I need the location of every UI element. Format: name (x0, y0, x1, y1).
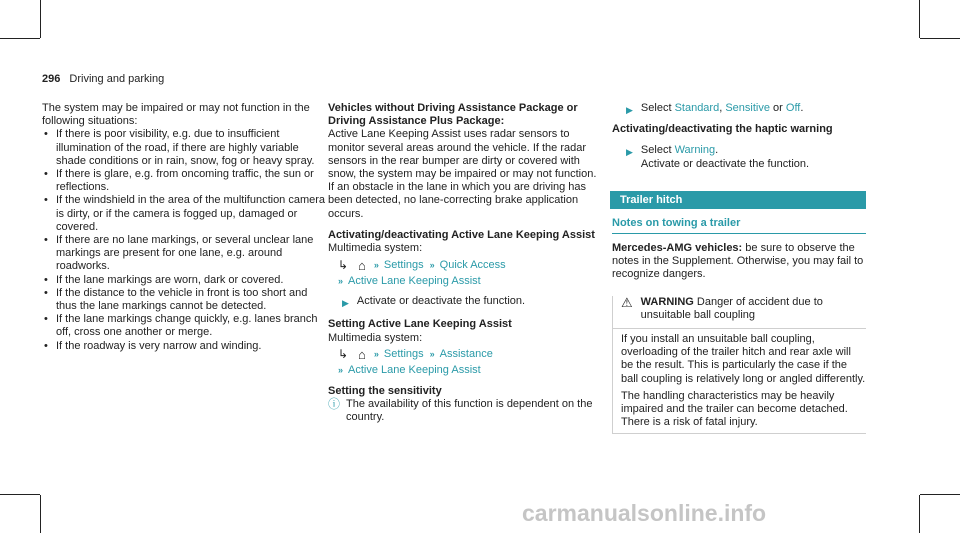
list-item: • If the roadway is very narrow and winding. (42, 340, 327, 353)
list-item: • If there is poor visibility, e.g. due to insufficient illumination of the road, if there are highly variable shade conditions or in rain, snow, fog or heavy spray. (42, 128, 327, 168)
vehicles-heading: Vehicles without Driving Assistance Package or Driving Assistance Plus Package: (328, 102, 578, 128)
bent-arrow-icon: ↳ (338, 347, 349, 362)
or-word: or (773, 102, 783, 114)
option-warning[interactable]: Warning (674, 144, 716, 157)
info-note (328, 398, 598, 424)
amg-note (612, 242, 866, 282)
select-word: Select (640, 102, 672, 114)
intro-text: The system may be impaired or may not function in the following situations: (42, 102, 310, 128)
menu-path (328, 347, 598, 379)
activate-heading: Activating/deactivating Active Lane Keeping Assist (328, 228, 595, 241)
option-off[interactable]: Off (785, 102, 801, 114)
menu-path (328, 257, 598, 289)
home-icon: ⌂ (358, 347, 366, 363)
warning-paragraph: The handling characteristics may be heavily impaired and the trailer can become detached. There is a risk of fatal injury. (621, 389, 848, 429)
chevron-right-icon: » (429, 259, 435, 270)
warning-label: WARNING (640, 295, 694, 308)
bent-arrow-icon: ↳ (338, 257, 349, 272)
instruction-step: ▶ Select Standard, Sensitive or Off. (626, 102, 866, 117)
crop-mark (919, 0, 920, 38)
chevron-right-icon: » (429, 349, 435, 360)
warning-header (621, 296, 866, 322)
option-standard[interactable]: Standard (674, 102, 720, 114)
warning-paragraph: If you install an unsuitable ball coupling, overloading of the trailer hitch and rear axle will be the result. This is particularly the case if the ball coupling is relatively long or angled differently. (621, 333, 866, 385)
list-item: • If there is glare, e.g. from oncoming traffic, the sun or reflections. (42, 168, 327, 194)
section-bar: Trailer hitch (610, 191, 866, 209)
list-item: • If there are no lane markings, or several unclear lane markings are present for one lane, e.g. around roadworks. (42, 234, 327, 274)
column-1 (42, 102, 327, 353)
option-sensitive[interactable]: Sensitive (725, 102, 770, 114)
select-word: Select (640, 144, 672, 157)
menu-active-lane-keeping[interactable]: Active Lane Keeping Assist (348, 364, 481, 377)
list-item: • If the windshield in the area of the multifunction camera is dirty, or if the camera is fogged up, damaged or covered. (42, 194, 327, 234)
watermark: carmanualsonline.info (522, 500, 767, 526)
list-item: • If the distance to the vehicle in front is too short and thus the lane markings cannot be detected. (42, 287, 327, 313)
chevron-right-icon: » (338, 365, 344, 376)
vehicles-text: Active Lane Keeping Assist uses radar sensors to monitor several areas around the vehicle. If the radar sensors in the rear bumper are dirty or covered with snow, the system may be impaired or may not function. If an obstacle in the lane in which you are driving has been detected, no lane-correcting brake application occurs. (328, 128, 597, 220)
menu-quick-access[interactable]: Quick Access (439, 258, 506, 271)
menu-settings[interactable]: Settings (383, 348, 424, 361)
chevron-right-icon: » (338, 275, 344, 286)
list-item: • If the lane markings change quickly, e.g. lanes branch off, cross one another or merge. (42, 313, 327, 339)
divider (613, 328, 866, 329)
sensitivity-heading: Setting the sensitivity (328, 384, 442, 397)
play-arrow-icon: ▶ (626, 105, 633, 115)
chevron-right-icon: » (373, 259, 379, 270)
subsection-heading: Notes on towing a trailer (612, 217, 866, 234)
play-arrow-icon: ▶ (342, 298, 349, 309)
instruction-step (342, 295, 598, 310)
crop-mark (919, 495, 920, 533)
column-3 (612, 102, 866, 434)
warning-icon: ⚠ (621, 294, 633, 310)
instruction-step: ▶ Select Warning. Activate or deactivate the function. (626, 144, 810, 170)
play-arrow-icon: ▶ (626, 147, 633, 158)
crop-mark (40, 0, 41, 38)
step-text: Activate or deactivate the function. (640, 157, 810, 170)
crop-mark (40, 495, 41, 533)
haptic-heading: Activating/deactivating the haptic warning (612, 123, 833, 136)
menu-assistance[interactable]: Assistance (439, 348, 493, 361)
crop-mark (920, 494, 960, 495)
crop-mark (920, 38, 960, 39)
setting-heading: Setting Active Lane Keeping Assist (328, 318, 512, 331)
page-number: 296 (42, 73, 61, 85)
section-title: Driving and parking (69, 73, 165, 85)
warning-box (612, 296, 866, 435)
amg-label: Mercedes-AMG vehicles: (612, 242, 743, 255)
warning-title: Danger of accident due to unsuitable ball coupling (640, 295, 823, 321)
menu-active-lane-keeping[interactable]: Active Lane Keeping Assist (348, 274, 481, 287)
multimedia-label: Multimedia system: (328, 242, 423, 255)
step-text: Activate or deactivate the function. (356, 295, 526, 308)
amg-text: be sure to observe the notes in the Supplement. Otherwise, you may fail to recognize dangers. (612, 242, 864, 281)
page-header (42, 73, 164, 85)
column-2 (328, 102, 598, 424)
chevron-right-icon: » (373, 349, 379, 360)
situation-list (42, 128, 327, 352)
crop-mark (0, 38, 40, 39)
info-text: The availability of this function is dependent on the country. (346, 398, 593, 424)
multimedia-label: Multimedia system: (328, 331, 423, 344)
home-icon: ⌂ (358, 257, 366, 273)
crop-mark (0, 494, 40, 495)
list-item: • If the lane markings are worn, dark or covered. (42, 274, 327, 287)
menu-settings[interactable]: Settings (383, 258, 424, 271)
info-icon: ⓘ (328, 397, 341, 412)
